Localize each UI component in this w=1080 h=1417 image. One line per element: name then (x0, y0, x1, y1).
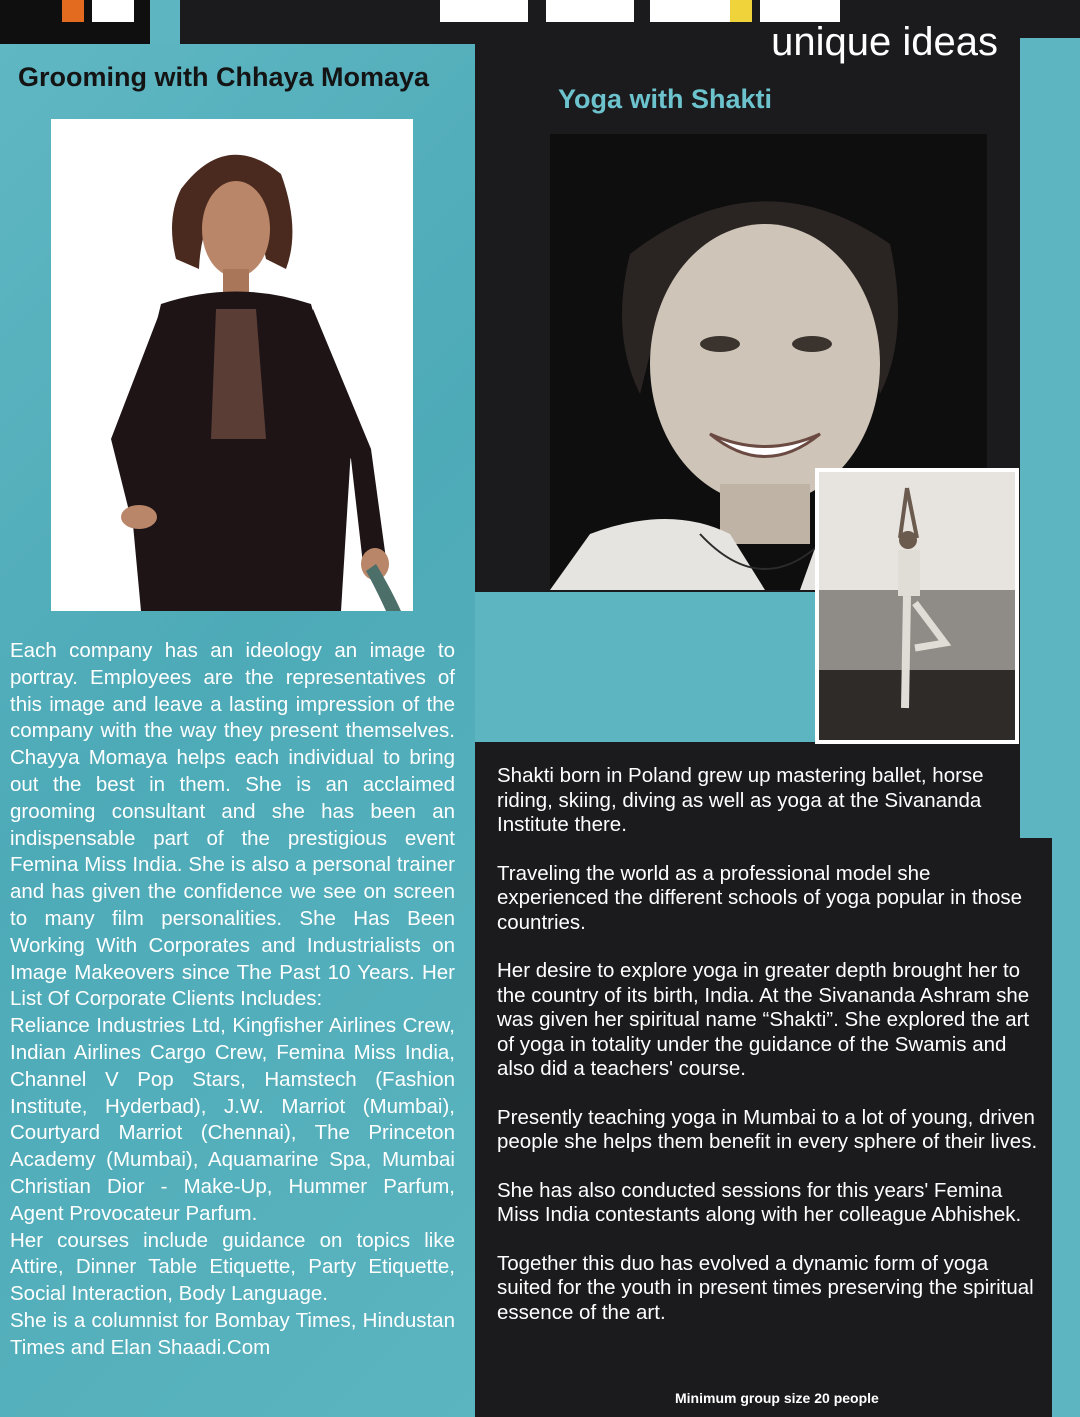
yoga-paragraph: Together this duo has evolved a dynamic form of yoga suited for the youth in present times preserving the spiritual essence of the art. (497, 1251, 1034, 1324)
decor-white-block-3 (650, 0, 730, 22)
decor-orange-square (62, 0, 84, 22)
grooming-courses: Her courses include guidance on topics like Attire, Dinner Table Etiquette, Party Etiquette, Social Interaction, Body Language. (10, 1228, 455, 1306)
section-label: unique ideas (771, 20, 998, 64)
decor-white-square (92, 0, 134, 22)
yoga-title: Yoga with Shakti (558, 84, 773, 114)
center-teal-band (475, 592, 820, 742)
decor-white-block-4 (760, 0, 840, 22)
yoga-paragraph: She has also conducted sessions for this years' Femina Miss India contestants along with her colleague Abhishek. (497, 1178, 1022, 1226)
grooming-body (10, 638, 455, 1362)
yoga-body (497, 764, 1042, 1349)
grooming-title: Grooming with Chhaya Momaya (18, 62, 430, 92)
decor-white-block-1 (440, 0, 528, 22)
yoga-paragraph: Presently teaching yoga in Mumbai to a lot of young, driven people she helps them benefit in every sphere of their lives. (497, 1105, 1038, 1153)
yoga-pose-illustration (815, 468, 1019, 744)
decor-white-block-2 (546, 0, 634, 22)
chhaya-portrait-photo (51, 119, 413, 611)
right-teal-strip-top (1020, 38, 1080, 838)
grooming-clients: Reliance Industries Ltd, Kingfisher Airlines Crew, Indian Airlines Cargo Crew, Femina Miss India, Channel V Pop Stars, Hamstech (Fashion Institute, Hyderbad), J.W. Marriot (Mumbai), Courtyard Marriot (Chennai), The Princeton Academy (Mumbai), Aquamarine Spa, Mumbai Christian Dior - Make-Up, Hummer Parfum, Agent Provocateur Parfum. (10, 1014, 455, 1225)
yoga-paragraph: Shakti born in Poland grew up mastering ballet, horse riding, skiing, diving as well as yoga at the Sivananda Institute there. (497, 764, 984, 836)
top-strip-mid (150, 0, 180, 44)
yoga-paragraph: Traveling the world as a professional model she experienced the different schools of yoga popular in those countries. (497, 861, 1023, 934)
grooming-intro: Each company has an ideology an image to portray. Employees are the representatives of this image and leave a lasting impression of the company with the way they present themselves. Chayya Momaya helps each individual to bring out the best in them. She is an acclaimed grooming consultant and she has been an indispensable part of the prestigious event Femina Miss India. She is also a personal trainer and has given the confidence we see on screen to many film personalities. She Has Been Working With Corporates and Industrialists on Image Makeovers since The Past 10 Years. Her List Of Corporate Clients Includes: (10, 639, 455, 1011)
yoga-paragraph: Her desire to explore yoga in greater depth brought her to the country of its birth, India. At the Sivananda Ashram she was given her spiritual name “Shakti”. She explored the art of yoga in totality under the guidance of the Swamis and also did a teachers' course. (497, 959, 1030, 1080)
right-teal-strip-bottom (1052, 838, 1080, 1417)
grooming-columnist: She is a columnist for Bombay Times, Hindustan Times and Elan Shaadi.Com (10, 1308, 455, 1359)
decor-yellow-square (730, 0, 752, 22)
group-size-note: Minimum group size 20 people (675, 1390, 879, 1406)
chhaya-portrait-illustration (51, 119, 413, 611)
yoga-pose-photo (815, 468, 1019, 744)
